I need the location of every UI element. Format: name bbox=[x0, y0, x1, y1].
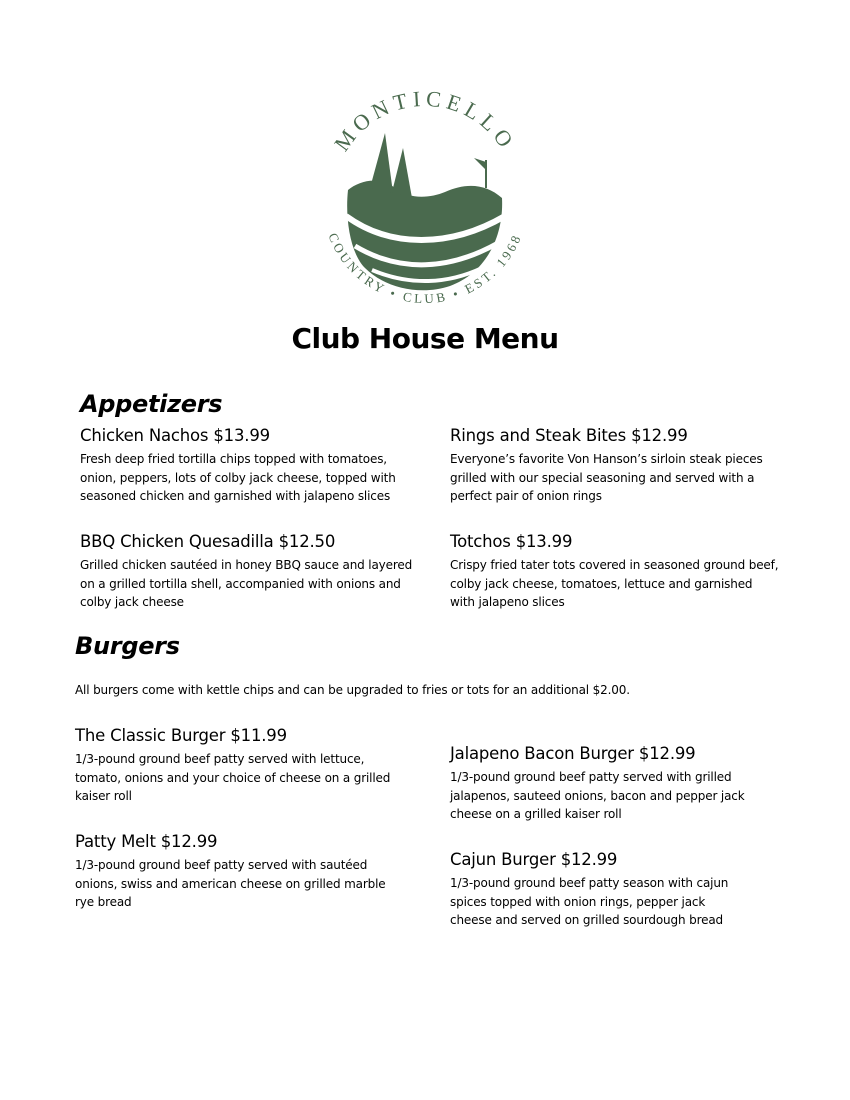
item-description: Crispy fried tater tots covered in seasoned ground beef, colby jack cheese, tomatoes, lettuce and garnished with jalapeno slices bbox=[450, 558, 779, 609]
menu-item bbox=[75, 726, 395, 806]
item-name: Patty Melt $12.99 bbox=[75, 832, 218, 851]
logo-bottom-text: COUNTRY • CLUB • EST. 1968 bbox=[325, 230, 525, 307]
burgers-note: All burgers come with kettle chips and can be upgraded to fries or tots for an additional $2.00. bbox=[75, 683, 630, 697]
item-description: Grilled chicken sautéed in honey BBQ sauce and layered on a grilled tortilla shell, accompanied with onions and colby jack cheese bbox=[80, 558, 413, 609]
menu-item bbox=[450, 426, 780, 506]
item-name: Chicken Nachos $13.99 bbox=[80, 426, 270, 445]
item-description: 1/3-pound ground beef patty season with cajun spices topped with onion rings, pepper jack cheese and served on grilled sourdough bread bbox=[450, 876, 729, 927]
menu-item bbox=[80, 426, 420, 506]
item-description: 1/3-pound ground beef patty served with lettuce, tomato, onions and your choice of cheese on a grilled kaiser roll bbox=[75, 752, 391, 803]
menu-item bbox=[450, 850, 750, 930]
item-name: The Classic Burger $11.99 bbox=[75, 726, 287, 745]
logo-top-text: MONTICELLO bbox=[329, 88, 522, 156]
club-logo bbox=[300, 88, 550, 313]
item-name: Rings and Steak Bites $12.99 bbox=[450, 426, 688, 445]
item-name: BBQ Chicken Quesadilla $12.50 bbox=[80, 532, 336, 551]
menu-item bbox=[450, 744, 750, 824]
page-title: Club House Menu bbox=[291, 322, 559, 355]
item-name: Jalapeno Bacon Burger $12.99 bbox=[450, 744, 696, 763]
menu-item bbox=[80, 532, 420, 612]
golf-green-flag-icon bbox=[346, 133, 505, 290]
item-name: Cajun Burger $12.99 bbox=[450, 850, 618, 869]
menu-item bbox=[75, 832, 405, 912]
item-name: Totchos $13.99 bbox=[450, 532, 573, 551]
section-title-appetizers: Appetizers bbox=[80, 390, 223, 418]
menu-item bbox=[450, 532, 780, 612]
item-description: Everyone’s favorite Von Hanson’s sirloin steak pieces grilled with our special seasoning and served with a perfect pair of onion rings bbox=[450, 452, 763, 503]
item-description: 1/3-pound ground beef patty served with sautéed onions, swiss and american cheese on grilled marble rye bread bbox=[75, 858, 386, 909]
item-description: Fresh deep fried tortilla chips topped with tomatoes, onion, peppers, lots of colby jack cheese, topped with seasoned chicken and garnished with jalapeno slices bbox=[80, 452, 396, 503]
item-description: 1/3-pound ground beef patty served with grilled jalapenos, sauteed onions, bacon and pepper jack cheese on a grilled kaiser roll bbox=[450, 770, 745, 821]
section-title-burgers: Burgers bbox=[75, 632, 180, 660]
